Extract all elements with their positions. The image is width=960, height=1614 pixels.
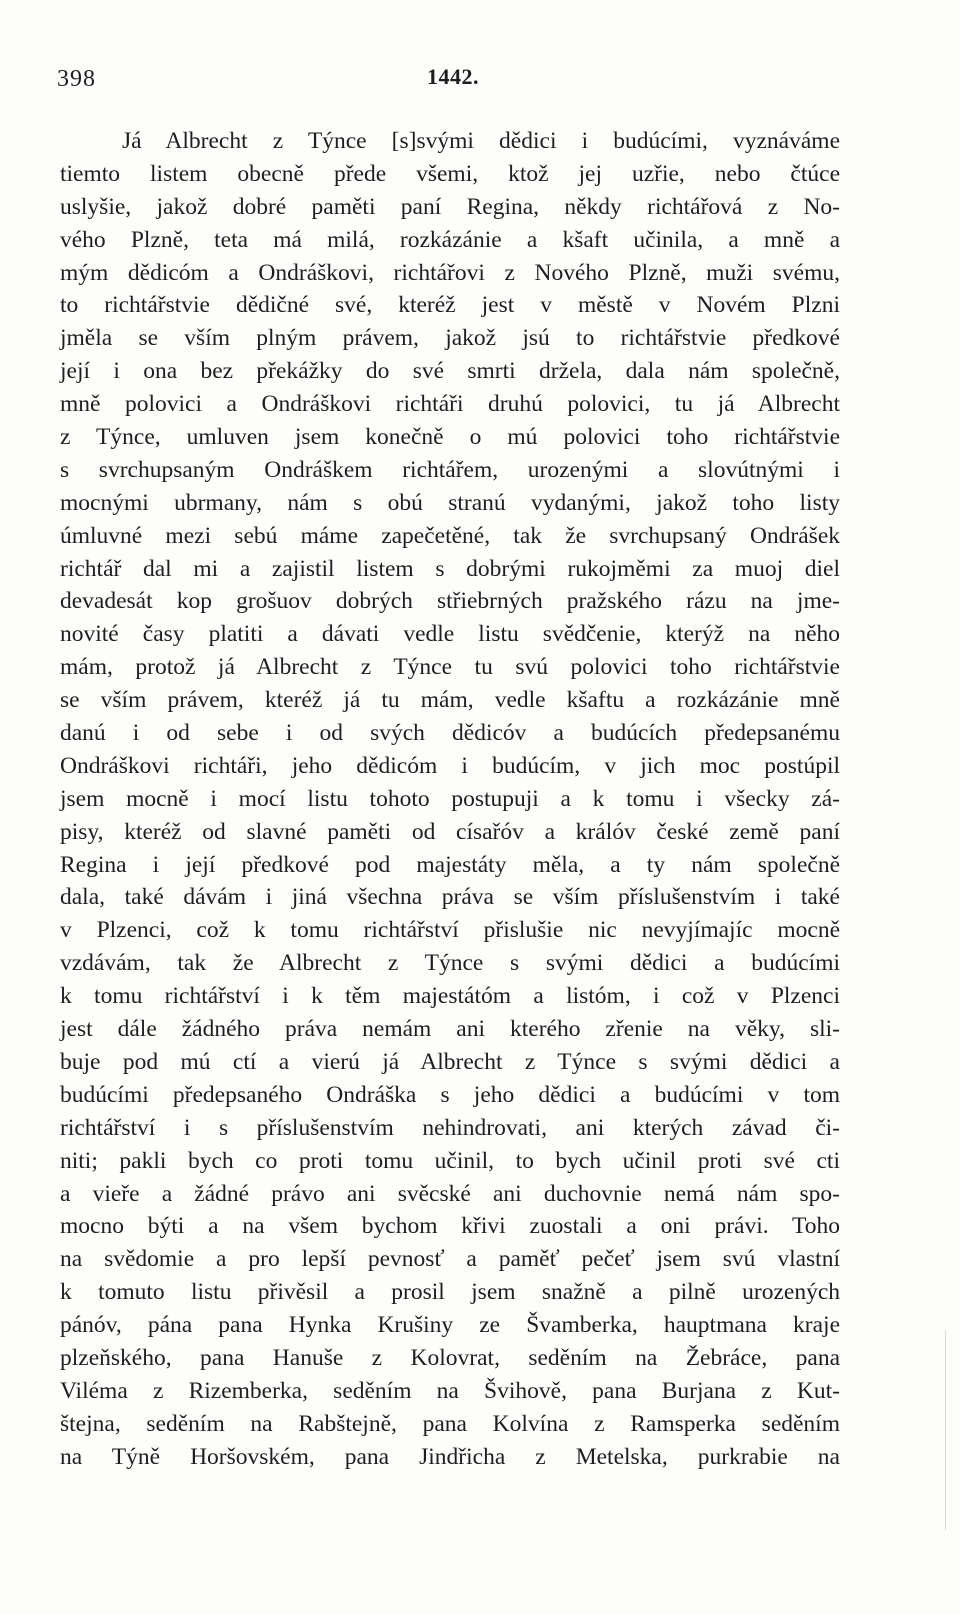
text-line: Já Albrecht z Týnce [s]svými dědici i budúcími, vyznáváme [122,128,840,154]
text-line: v Plzenci, což k tomu richtářství přislušie nic nevyjímajíc mocně [60,917,840,944]
text-line: jsem mocně i mocí listu tohoto postupuji a k tomu i všecky zá- [60,785,840,812]
body-text [60,125,840,1474]
scan-edge-line [945,1330,946,1530]
text-line: mně polovici a Ondráškovi richtáři druhú polovici, tu já Albrecht [60,391,840,418]
text-line: budúcími předepsaného Ondráška s jeho dědici a budúcími v tom [60,1081,840,1108]
text-line: a vieře a žádné právo ani svěcské ani duchovnie nemá nám spo- [60,1180,840,1207]
text-line: devadesát kop grošuov dobrých střiebrných pražského rázu na jme- [60,588,840,615]
text-line: tiemto listem obecně přede všemi, ktož jej uzřie, nebo čtúce [60,160,840,187]
text-line: k tomuto listu přivěsil a prosil jsem snažně a pilně urozených [60,1279,840,1306]
text-line: jměla se vším plným právem, jakož jsú to richtářstvie předkové [60,325,840,352]
text-line: jest dále žádného práva nemám ani kterého zřenie na věky, sli- [60,1016,840,1043]
text-line: její i ona bez překážky do své smrti držela, dala nám společně, [60,358,840,385]
text-line: s svrchupsaným Ondráškem richtářem, urozenými a slovútnými i [60,456,840,483]
text-line: mám, protož já Albrecht z Týnce tu svú polovici toho richtářstvie [60,654,840,681]
text-line: uslyšie, jakož dobré paměti paní Regina, někdy richtářová z No- [60,193,840,220]
text-line: se vším právem, kteréž já tu mám, vedle kšaftu a rozkázánie mně [60,687,840,714]
text-line: pánóv, pána pana Hynka Krušiny ze Švamberka, hauptmana kraje [60,1312,840,1339]
text-line: plzeňského, pana Hanuše z Kolovrat, seděním na Žebráce, pana [60,1344,840,1371]
text-line: vzdávám, tak že Albrecht z Týnce s svými dědici a budúcími [60,950,840,977]
text-line: Ondráškovi richtáři, jeho dědicóm i budúcím, v jich moc postúpil [60,752,840,779]
text-line: Viléma z Rizemberka, seděním na Švihově, pana Burjana z Kut- [60,1377,840,1404]
text-line: k tomu richtářství i k těm majestátóm a listóm, i což v Plzenci [60,983,840,1010]
text-line: buje pod mú ctí a vierú já Albrecht z Týnce s svými dědici a [60,1048,840,1075]
text-line: richtář dal mi a zajistil listem s dobrými rukojměmi za muoj diel [60,555,840,582]
text-line: Regina i její předkové pod majestáty měla, a ty nám společně [60,851,840,878]
text-line: to richtářstvie dědičné své, kteréž jest v městě v Novém Plzni [60,292,840,319]
text-line: štejna, seděním na Rabštejně, pana Kolvína z Ramsperka seděním [60,1410,840,1437]
text-line: vého Plzně, teta má milá, rozkázánie a kšaft učinila, a mně a [60,226,840,253]
text-line: pisy, kteréž od slavné paměti od císařóv a králóv české země paní [60,818,840,845]
page-number: 398 [57,66,96,92]
text-line: mým dědicóm a Ondráškovi, richtářovi z Nového Plzně, muži svému, [60,259,840,286]
text-line: richtářství i s příslušenstvím nehindrovati, ani kterých závad či- [60,1114,840,1141]
text-line: na Týně Horšovském, pana Jindřicha z Metelska, purkrabie na [60,1443,840,1470]
text-line: mocno býti a na všem bychom křivi zuostali a oni právi. Toho [60,1213,840,1240]
text-line: na svědomie a pro lepší pevnosť a paměť pečeť jsem svú vlastní [60,1246,840,1273]
text-line: niti; pakli bych co proti tomu učinil, to bych učinil proti své cti [60,1147,840,1174]
text-line: dala, také dávám i jiná všechna práva se vším příslušenstvím i také [60,884,840,911]
text-line: z Týnce, umluven jsem konečně o mú polovici toho richtářstvie [60,424,840,451]
running-header-year: 1442. [427,64,479,89]
text-line: mocnými ubrmany, nám s obú stranú vydanými, jakož toho listy [60,489,840,516]
text-line: novité časy platiti a dávati vedle listu svědčenie, kterýž na něho [60,621,840,648]
text-line: úmluvné mezi sebú máme zapečetěné, tak že svrchupsaný Ondrášek [60,522,840,549]
text-line: danú i od sebe i od svých dědicóv a budúcích předepsanému [60,720,840,747]
